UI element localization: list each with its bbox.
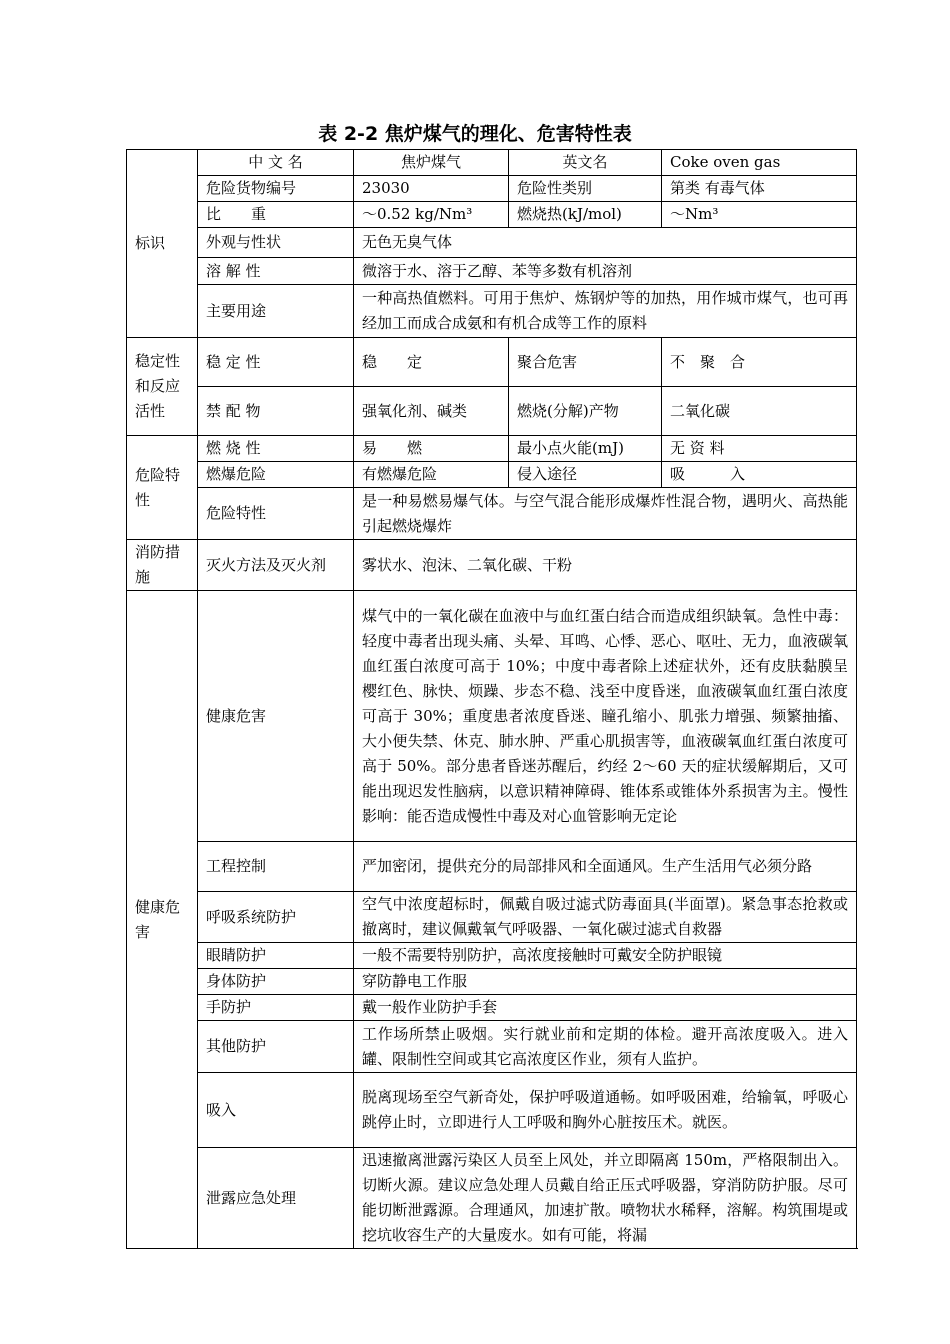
category-firefighting: 消防措施 <box>127 540 198 591</box>
solubility-label: 溶 解 性 <box>198 258 354 285</box>
usage-value: 一种高热值燃料。可用于焦炉、炼钢炉等的加热，用作城市煤气，也可再经加工而成合成氨和有机合成等工作的原料 <box>354 285 857 338</box>
leak-value: 迅速撤离泄露污染区人员至上风处，并立即隔离 150m，严格限制出入。切断火源。建议应急处理人员戴自给正压式呼吸器，穿消防防护服。尽可能切断泄露源。合理通风，加速扩散。喷物状水稀释，溶解。构筑围堤或挖坑收容生产的大量废水。如有可能，将漏 <box>354 1148 857 1249</box>
table-row <box>127 150 857 176</box>
min-ignition-label: 最小点火能(mJ) <box>509 436 662 462</box>
table-row <box>127 591 857 842</box>
combustion-heat-label: 燃烧热(kJ/mol) <box>509 202 662 228</box>
flammability-value: 易 燃 <box>354 436 509 462</box>
table-row <box>127 338 857 387</box>
en-name-label: 英文名 <box>509 150 662 176</box>
min-ignition-value: 无 资 料 <box>662 436 857 462</box>
polymerization-label: 聚合危害 <box>509 338 662 387</box>
fire-method-value: 雾状水、泡沫、二氧化碳、干粉 <box>354 540 857 591</box>
table-row <box>127 436 857 462</box>
solubility-value: 微溶于水、溶于乙醇、苯等多数有机溶剂 <box>354 258 857 285</box>
hazard-class-value: 第类 有毒气体 <box>662 176 857 202</box>
eye-value: 一般不需要特别防护，高浓度接触时可戴安全防护眼镜 <box>354 943 857 969</box>
polymerization-value: 不 聚 合 <box>662 338 857 387</box>
eye-label: 眼睛防护 <box>198 943 354 969</box>
hazard-char-label: 危险特性 <box>198 488 354 540</box>
table-row <box>127 842 857 892</box>
health-hazard-value: 煤气中的一氧化碳在血液中与血红蛋白结合而造成组织缺氧。急性中毒：轻度中毒者出现头痛、头晕、耳鸣、心悸、恶心、呕吐、无力，血液碳氧血红蛋白浓度可高于 10%；中度中毒者除上述症状外，还有皮肤黏膜呈樱红色、脉快、烦躁、步态不稳、浅至中度昏迷，血液碳氧血红蛋白浓度可高于 30%；重度患者浓度昏迷、瞳孔缩小、肌张力增强、频繁抽搐、大小便失禁、休克、肺水肿、严重心肌损害等，血液碳氧血红蛋白浓度可高于 50%。部分患者昏迷苏醒后，约经 2～60 天的症状缓解期后，又可能出现迟发性脑病，以意识精神障碍、锥体系或锥体外系损害为主。慢性影响：能否造成慢性中毒及对心血管影响无定论 <box>354 591 857 842</box>
table-row <box>127 540 857 591</box>
decomposition-value: 二氧化碳 <box>662 387 857 436</box>
category-hazard: 危险特性 <box>127 436 198 540</box>
table-row <box>127 1073 857 1148</box>
decomposition-label: 燃烧(分解)产物 <box>509 387 662 436</box>
route-value: 吸 入 <box>662 462 857 488</box>
category-health: 健康危害 <box>127 591 198 1249</box>
document-title: 表 2-2 焦炉煤气的理化、危害特性表 <box>318 123 632 145</box>
appearance-value: 无色无臭气体 <box>354 228 857 258</box>
body-value: 穿防静电工作服 <box>354 969 857 995</box>
dg-no-label: 危险货物编号 <box>198 176 354 202</box>
en-name-value: Coke oven gas <box>662 150 857 176</box>
flammability-label: 燃 烧 性 <box>198 436 354 462</box>
dg-no-value: 23030 <box>354 176 509 202</box>
density-value: ～0.52 kg/Nm³ <box>354 202 509 228</box>
respiratory-label: 呼吸系统防护 <box>198 892 354 943</box>
body-label: 身体防护 <box>198 969 354 995</box>
explosion-value: 有燃爆危险 <box>354 462 509 488</box>
combustion-heat-value: ～Nm³ <box>662 202 857 228</box>
table-row <box>127 995 857 1021</box>
hazard-properties-table <box>126 149 857 1249</box>
table-row <box>127 488 857 540</box>
category-identification: 标识 <box>127 150 198 338</box>
table-row <box>127 285 857 338</box>
inhalation-value: 脱离现场至空气新奇处，保护呼吸道通畅。如呼吸困难，给输氧，呼吸心跳停止时，立即进行人工呼吸和胸外心脏按压术。就医。 <box>354 1073 857 1148</box>
fire-method-label: 灭火方法及灭火剂 <box>198 540 354 591</box>
density-label: 比 重 <box>198 202 354 228</box>
cn-name-value: 焦炉煤气 <box>354 150 509 176</box>
route-label: 侵入途径 <box>509 462 662 488</box>
stability-value: 稳 定 <box>354 338 509 387</box>
respiratory-value: 空气中浓度超标时，佩戴自吸过滤式防毒面具(半面罩)。紧急事态抢救或撤离时，建议佩戴氧气呼吸器、一氧化碳过滤式自救器 <box>354 892 857 943</box>
table-row <box>127 1021 857 1073</box>
table-row <box>127 228 857 258</box>
engineering-value: 严加密闭，提供充分的局部排风和全面通风。生产生活用气必须分路 <box>354 842 857 892</box>
table-row <box>127 387 857 436</box>
stability-label: 稳 定 性 <box>198 338 354 387</box>
category-stability: 稳定性和反应活性 <box>127 338 198 436</box>
hazard-char-value: 是一种易燃易爆气体。与空气混合能形成爆炸性混合物，遇明火、高热能引起燃烧爆炸 <box>354 488 857 540</box>
table-row <box>127 202 857 228</box>
usage-label: 主要用途 <box>198 285 354 338</box>
explosion-label: 燃爆危险 <box>198 462 354 488</box>
table-row <box>127 462 857 488</box>
table-row <box>127 892 857 943</box>
incompatible-value: 强氧化剂、碱类 <box>354 387 509 436</box>
table-row <box>127 1148 857 1249</box>
hand-value: 戴一般作业防护手套 <box>354 995 857 1021</box>
health-hazard-label: 健康危害 <box>198 591 354 842</box>
inhalation-label: 吸入 <box>198 1073 354 1148</box>
cn-name-label: 中 文 名 <box>198 150 354 176</box>
engineering-label: 工程控制 <box>198 842 354 892</box>
incompatible-label: 禁 配 物 <box>198 387 354 436</box>
table-row <box>127 176 857 202</box>
category-leak: 泄露应急处理 <box>198 1148 354 1249</box>
table-row <box>127 258 857 285</box>
other-value: 工作场所禁止吸烟。实行就业前和定期的体检。避开高浓度吸入。进入罐、限制性空间或其它高浓度区作业，须有人监护。 <box>354 1021 857 1073</box>
hazard-class-label: 危险性类别 <box>509 176 662 202</box>
table-row <box>127 969 857 995</box>
other-label: 其他防护 <box>198 1021 354 1073</box>
appearance-label: 外观与性状 <box>198 228 354 258</box>
hand-label: 手防护 <box>198 995 354 1021</box>
table-row <box>127 943 857 969</box>
